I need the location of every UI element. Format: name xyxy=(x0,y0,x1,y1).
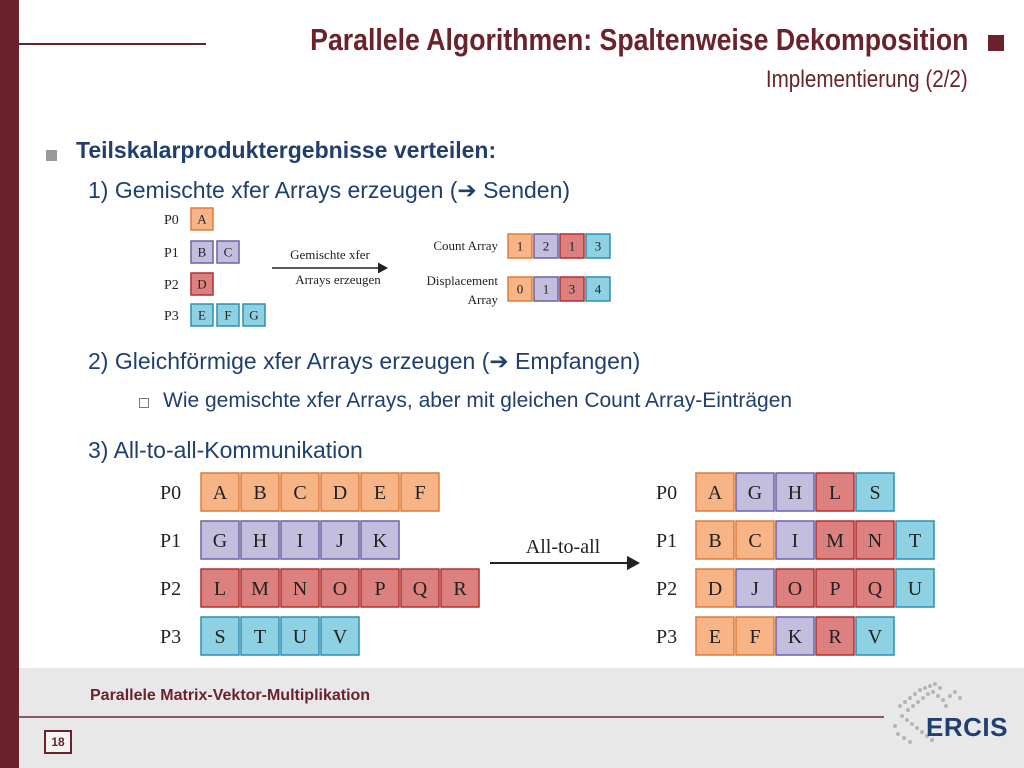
cell-letter: T xyxy=(908,530,922,552)
process-label-p2: P2 xyxy=(164,278,179,293)
source-cell xyxy=(191,208,213,230)
right-cell xyxy=(776,521,814,559)
left-accent-bar xyxy=(0,0,19,768)
main-heading: Teilskalarproduktergebnisse verteilen: xyxy=(76,137,497,163)
right-cell xyxy=(696,569,734,607)
source-cell xyxy=(191,241,213,263)
cell-letter: M xyxy=(826,530,844,552)
slide-subtitle: Implementierung (2/2) xyxy=(766,66,968,93)
right-cell xyxy=(696,473,734,511)
step-1-text: 1) Gemischte xfer Arrays erzeugen (➔ Senden) xyxy=(88,177,571,203)
cell-letter: D xyxy=(332,482,348,504)
cell-letter: R xyxy=(828,626,842,648)
displacement-label-line2: Array xyxy=(467,292,498,307)
left-cell xyxy=(281,617,319,655)
cell-letter: D xyxy=(707,578,723,600)
displacement-value: 0 xyxy=(516,281,524,297)
right-cell xyxy=(816,617,854,655)
cell-letter: E xyxy=(198,307,206,323)
right-cell xyxy=(736,569,774,607)
footer-band xyxy=(19,668,1024,768)
cell-letter: U xyxy=(907,578,923,600)
cell-letter: V xyxy=(867,626,883,648)
left-cell xyxy=(241,617,279,655)
title-square-icon xyxy=(988,35,1004,51)
sub-bullet-icon xyxy=(139,398,149,408)
left-cell xyxy=(401,473,439,511)
left-cell xyxy=(321,617,359,655)
step-2-text: 2) Gleichförmige xfer Arrays erzeugen (➔ Empfangen) xyxy=(88,348,641,374)
left-cell xyxy=(281,569,319,607)
right-cell xyxy=(776,617,814,655)
right-cell xyxy=(856,569,894,607)
step-2-subtext: Wie gemischte xfer Arrays, aber mit gleichen Count Array-Einträgen xyxy=(163,389,793,412)
cell-letter: B xyxy=(197,244,207,260)
cell-letter: S xyxy=(214,626,226,648)
cell-letter: A xyxy=(707,482,723,504)
left-cell xyxy=(241,569,279,607)
count-array-cell xyxy=(508,234,532,258)
cell-letter: F xyxy=(749,626,761,648)
cell-letter: K xyxy=(787,626,803,648)
footer-rule xyxy=(19,716,884,718)
count-value: 1 xyxy=(516,238,524,254)
cell-letter: E xyxy=(708,626,722,648)
cell-letter: C xyxy=(223,244,233,260)
cell-letter: N xyxy=(292,578,308,600)
arrow-label-line2: Arrays erzeugen xyxy=(295,272,381,287)
left-cell xyxy=(361,521,399,559)
cell-letter: A xyxy=(212,482,228,504)
cell-letter: I xyxy=(296,530,304,552)
cell-letter: L xyxy=(828,482,842,504)
left-cell xyxy=(321,569,359,607)
cell-letter: H xyxy=(252,530,268,552)
left-process-label-p0: P0 xyxy=(160,482,182,504)
cell-letter: F xyxy=(224,307,232,323)
cell-letter: N xyxy=(867,530,883,552)
left-process-label-p1: P1 xyxy=(160,530,182,552)
process-label-p1: P1 xyxy=(164,246,179,261)
displacement-value: 4 xyxy=(594,281,602,297)
left-cell xyxy=(201,521,239,559)
displacement-array-cell xyxy=(586,277,610,301)
left-cell xyxy=(361,473,399,511)
right-cell xyxy=(856,473,894,511)
cell-letter: H xyxy=(787,482,803,504)
count-value: 3 xyxy=(594,238,602,254)
cell-letter: F xyxy=(414,482,426,504)
right-cell xyxy=(776,473,814,511)
step-3-text: 3) All-to-all-Kommunikation xyxy=(88,437,363,463)
bullet-square-icon xyxy=(46,150,57,161)
cell-letter: J xyxy=(751,578,759,600)
cell-letter: G xyxy=(249,307,259,323)
right-process-label-p0: P0 xyxy=(656,482,678,504)
left-cell xyxy=(441,569,479,607)
displacement-array-cell xyxy=(534,277,558,301)
page-number: 18 xyxy=(44,730,72,754)
cell-letter: G xyxy=(747,482,763,504)
header-rule xyxy=(19,43,206,45)
right-cell xyxy=(696,521,734,559)
cell-letter: T xyxy=(253,626,267,648)
displacement-label-line1: Displacement xyxy=(426,273,498,288)
left-cell xyxy=(361,569,399,607)
left-cell xyxy=(201,617,239,655)
mixed-xfer-diagram xyxy=(150,200,630,335)
right-cell xyxy=(896,569,934,607)
source-cell xyxy=(217,241,239,263)
left-cell xyxy=(401,569,439,607)
left-cell xyxy=(281,521,319,559)
right-cell xyxy=(856,521,894,559)
all-to-all-diagram xyxy=(150,466,950,666)
left-cell xyxy=(321,521,359,559)
cell-letter: M xyxy=(251,578,269,600)
count-array-cell xyxy=(534,234,558,258)
count-array-label: Count Array xyxy=(433,238,498,253)
cell-letter: I xyxy=(791,530,799,552)
cell-letter: R xyxy=(453,578,467,600)
right-cell xyxy=(816,521,854,559)
count-value: 2 xyxy=(542,238,550,254)
cell-letter: P xyxy=(374,578,386,600)
left-cell xyxy=(241,473,279,511)
right-process-label-p1: P1 xyxy=(656,530,678,552)
cell-letter: Q xyxy=(867,578,883,600)
cell-letter: L xyxy=(213,578,227,600)
cell-letter: P xyxy=(829,578,841,600)
source-cell xyxy=(191,273,213,295)
cell-letter: K xyxy=(372,530,388,552)
left-cell xyxy=(201,569,239,607)
cell-letter: O xyxy=(332,578,348,600)
right-cell xyxy=(696,617,734,655)
count-array-cell xyxy=(560,234,584,258)
right-cell xyxy=(816,569,854,607)
right-cell xyxy=(776,569,814,607)
cell-letter: G xyxy=(212,530,228,552)
footer-title: Parallele Matrix-Vektor-Multiplikation xyxy=(90,687,371,704)
count-value: 1 xyxy=(568,238,576,254)
right-cell xyxy=(736,617,774,655)
right-cell xyxy=(736,521,774,559)
right-cell xyxy=(896,521,934,559)
source-cell xyxy=(217,304,239,326)
left-cell xyxy=(321,473,359,511)
cell-letter: S xyxy=(869,482,881,504)
process-label-p3: P3 xyxy=(164,309,179,324)
cell-letter: B xyxy=(253,482,267,504)
arrow-label-line1: Gemischte xfer xyxy=(290,247,370,262)
cell-letter: E xyxy=(373,482,387,504)
left-process-label-p3: P3 xyxy=(160,626,182,648)
cell-letter: J xyxy=(336,530,344,552)
cell-letter: C xyxy=(293,482,307,504)
displacement-value: 1 xyxy=(542,281,550,297)
left-cell xyxy=(241,521,279,559)
count-array-cell xyxy=(586,234,610,258)
cell-letter: D xyxy=(197,276,207,292)
cell-letter: U xyxy=(292,626,308,648)
cell-letter: C xyxy=(748,530,762,552)
cell-letter: Q xyxy=(412,578,428,600)
source-cell xyxy=(243,304,265,326)
right-cell xyxy=(856,617,894,655)
right-process-label-p3: P3 xyxy=(656,626,678,648)
cell-letter: O xyxy=(787,578,803,600)
displacement-value: 3 xyxy=(568,281,576,297)
process-label-p0: P0 xyxy=(164,213,179,228)
slide-title: Parallele Algorithmen: Spaltenweise Dekomposition xyxy=(309,22,968,57)
right-process-label-p2: P2 xyxy=(656,578,678,600)
displacement-array-cell xyxy=(508,277,532,301)
ercis-logo-text: ERCIS xyxy=(926,712,1008,742)
cell-letter: B xyxy=(708,530,722,552)
cell-letter: A xyxy=(197,211,207,227)
right-cell xyxy=(736,473,774,511)
cell-letter: V xyxy=(332,626,348,648)
right-cell xyxy=(816,473,854,511)
displacement-array-cell xyxy=(560,277,584,301)
left-cell xyxy=(281,473,319,511)
left-process-label-p2: P2 xyxy=(160,578,182,600)
left-cell xyxy=(201,473,239,511)
source-cell xyxy=(191,304,213,326)
all-to-all-label: All-to-all xyxy=(525,536,601,558)
